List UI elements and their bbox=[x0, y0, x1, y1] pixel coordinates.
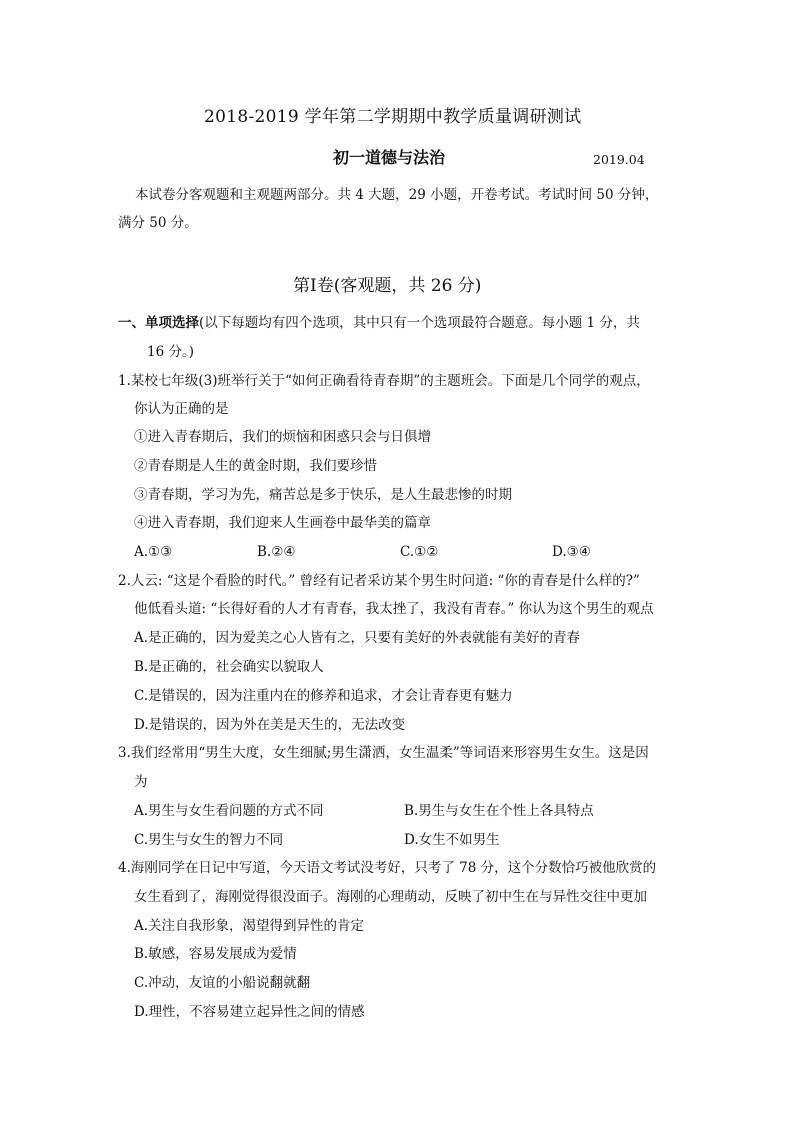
intro-line-1: 本试卷分客观题和主观题两部分。共 4 大题，29 小题，开卷考试。考试时间 50 分钟， bbox=[135, 187, 659, 203]
q1-statement-1: ①进入青春期后，我们的烦恼和困惑只会与日俱增 bbox=[134, 429, 431, 445]
section1-label: 一、单项选择 bbox=[118, 315, 199, 331]
exam-subject: 初一道德与法治 bbox=[333, 148, 446, 167]
q4-option-b: B.敏感，容易发展成为爱情 bbox=[134, 946, 297, 962]
q4-option-d: D.理性，不容易建立起异性之间的情感 bbox=[134, 1004, 365, 1020]
section1-instruction-line-2: 16 分。) bbox=[147, 344, 194, 360]
q2-stem-line-2: 他低看头道: “长得好看的人才有青春，我太挫了，我没有青春。” 你认为这个男生的观点 bbox=[134, 601, 654, 617]
exam-title: 2018-2019 学年第二学期期中教学质量调研测试 bbox=[204, 107, 582, 127]
part1-heading: 第Ⅰ卷(客观题，共 26 分) bbox=[293, 276, 482, 296]
q1-option-a: A.①③ bbox=[134, 544, 173, 560]
q4-stem-line-1: 4.海刚同学在日记中写道，今天语文考试没考好，只考了 78 分，这个分数恰巧被他欣赏的 bbox=[118, 860, 657, 876]
q1-statement-2: ②青春期是人生的黄金时期，我们要珍惜 bbox=[134, 458, 377, 474]
q4-option-c: C.冲动，友谊的小船说翻就翻 bbox=[134, 975, 311, 991]
q1-stem-line-1: 1.某校七年级(3)班举行关于“如何正确看待青春期”的主题班会。下面是几个同学的观点， bbox=[118, 373, 650, 389]
q2-option-c: C.是错误的，因为注重内在的修养和追求，才会让青春更有魅力 bbox=[134, 688, 513, 704]
q2-option-a: A.是正确的，因为爱美之心人皆有之，只要有美好的外表就能有美好的青春 bbox=[134, 630, 581, 646]
q2-stem-line-1: 2.人云: “这是个看脸的时代。” 曾经有记者采访某个男生时问道: “你的青春是什么样的?” bbox=[118, 573, 640, 589]
q1-option-b: B.②④ bbox=[257, 544, 296, 560]
q1-stem-line-2: 你认为正确的是 bbox=[134, 401, 229, 417]
section1-instruction bbox=[118, 314, 640, 332]
q1-option-d: D.③④ bbox=[552, 544, 591, 560]
q3-option-b: B.男生与女生在个性上各具特点 bbox=[404, 803, 594, 819]
q3-option-d: D.女生不如男生 bbox=[404, 832, 500, 848]
q1-statement-3: ③青春期，学习为先，痛苦总是多于快乐，是人生最悲惨的时期 bbox=[134, 487, 512, 503]
q3-stem-line-1: 3.我们经常用“男生大度，女生细腻;男生潇洒，女生温柔”等词语来形容男生女生。这是因 bbox=[118, 745, 649, 761]
section1-instruction-text: (以下每题均有四个选项，其中只有一个选项最符合题意。每小题 1 分，共 bbox=[199, 315, 640, 331]
q3-stem-line-2: 为 bbox=[134, 774, 148, 790]
q1-statement-4: ④进入青春期，我们迎来人生画卷中最华美的篇章 bbox=[134, 515, 431, 531]
intro-line-2: 满分 50 分。 bbox=[118, 215, 198, 231]
q2-option-b: B.是正确的，社会确实以貌取人 bbox=[134, 659, 324, 675]
q4-stem-line-2: 女生看到了，海刚觉得很没面子。海刚的心理萌动，反映了初中生在与异性交往中更加 bbox=[134, 889, 647, 905]
q4-option-a: A.关注自我形象，渴望得到异性的肯定 bbox=[134, 918, 365, 934]
exam-date: 2019.04 bbox=[593, 152, 645, 167]
q2-option-d: D.是错误的，因为外在美是天生的，无法改变 bbox=[134, 717, 406, 733]
q3-option-a: A.男生与女生看问题的方式不同 bbox=[134, 803, 324, 819]
q1-option-c: C.①② bbox=[400, 544, 439, 560]
q3-option-c: C.男生与女生的智力不同 bbox=[134, 832, 284, 848]
